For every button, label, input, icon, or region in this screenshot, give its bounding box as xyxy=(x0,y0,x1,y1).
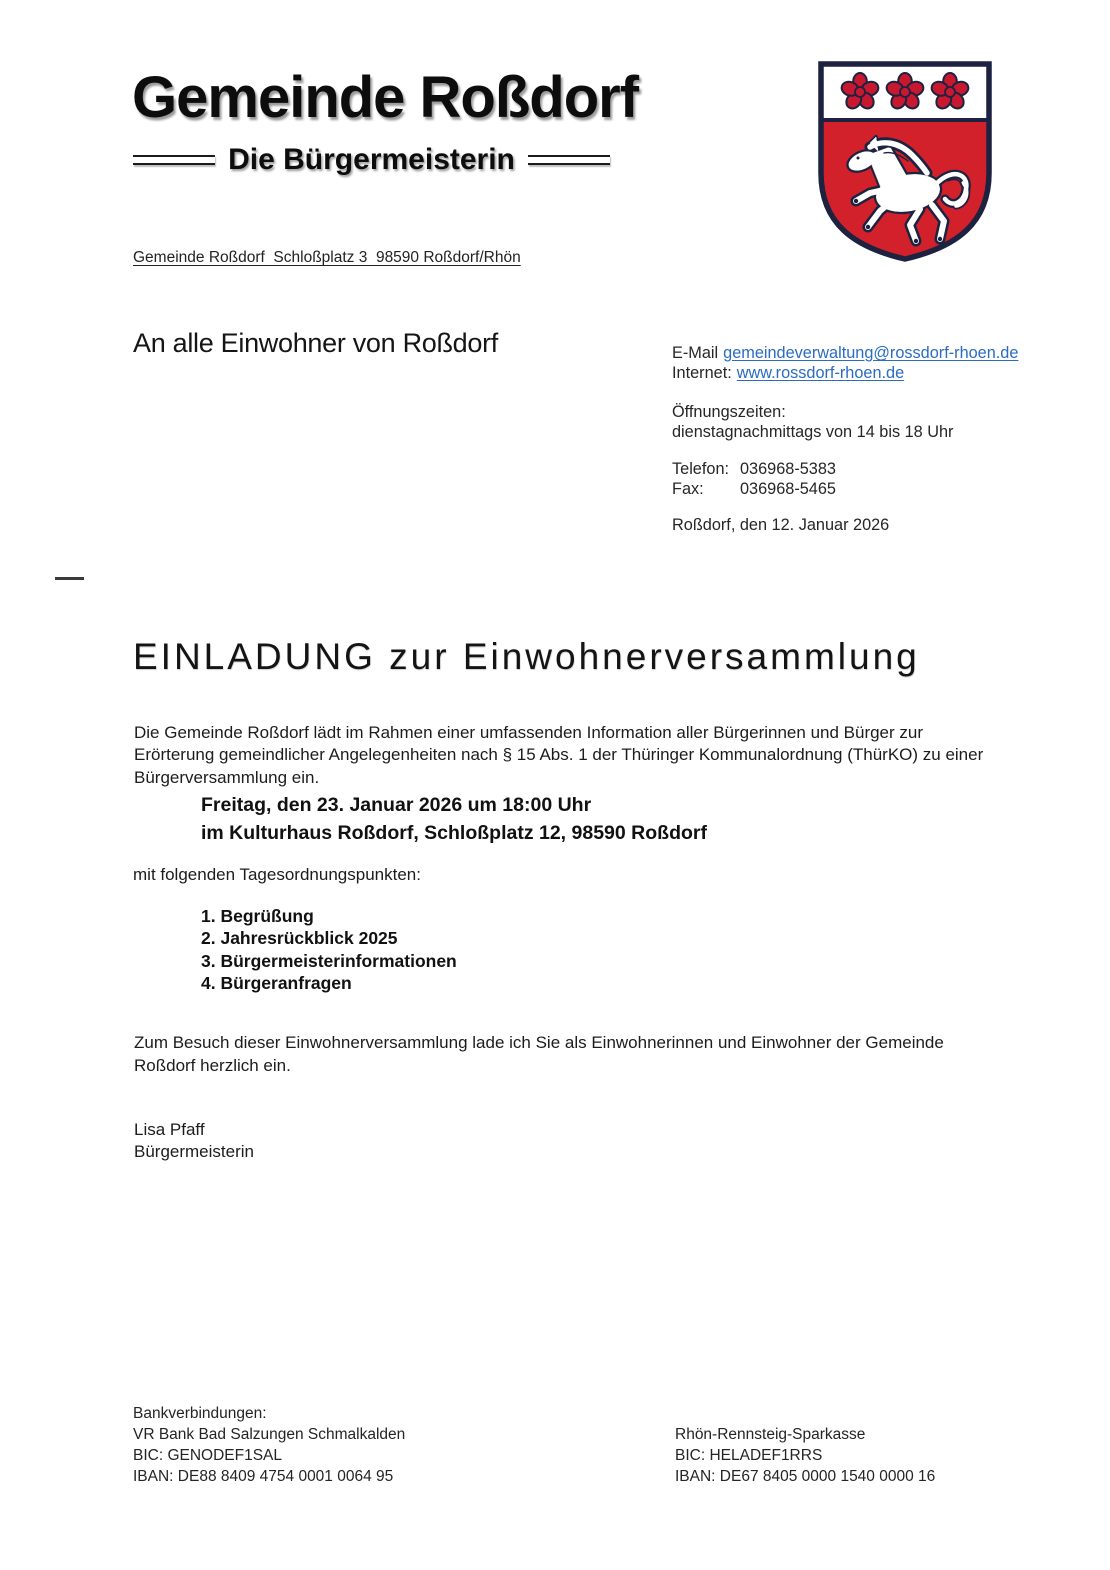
bank-heading: Bankverbindungen: xyxy=(133,1405,267,1422)
contact-block xyxy=(672,343,1018,535)
dateline: Roßdorf, den 12. Januar 2026 xyxy=(672,516,890,534)
agenda-item: 1. Begrüßung xyxy=(201,906,314,926)
page-title: Gemeinde Roßdorf xyxy=(132,65,639,130)
internet-row xyxy=(672,363,1018,383)
event-details xyxy=(201,791,707,847)
hours-label: Öffnungszeiten: xyxy=(672,403,786,421)
fax-label: Fax: xyxy=(672,480,704,498)
phone-row xyxy=(672,459,1018,479)
fax-number: 036968-5465 xyxy=(740,480,836,498)
email-label: E-Mail xyxy=(672,344,719,362)
agenda-intro: mit folgenden Tagesordnungspunkten: xyxy=(133,865,421,884)
spacer xyxy=(672,383,1018,402)
signature-role: Bürgermeisterin xyxy=(134,1142,254,1161)
double-rule-left xyxy=(133,155,215,165)
agenda-list xyxy=(201,905,457,995)
bank-iban: IBAN: DE67 8405 0000 1540 0000 16 xyxy=(675,1468,936,1485)
agenda-item: 3. Bürgermeisterinformationen xyxy=(201,950,457,971)
subtitle-row xyxy=(133,143,610,177)
sender-address-line: Gemeinde Roßdorf Schloßplatz 3 98590 Roßdorf/Rhön xyxy=(133,249,521,266)
bank-details-left xyxy=(133,1403,405,1487)
bank-iban: IBAN: DE88 8409 4754 0001 0064 95 xyxy=(133,1468,394,1485)
agenda-item: 2. Jahresrückblick 2025 xyxy=(201,928,398,949)
signature-name: Lisa Pfaff xyxy=(134,1120,205,1139)
spacer xyxy=(672,442,1018,459)
intro-paragraph: Die Gemeinde Roßdorf lädt im Rahmen einer umfassenden Information aller Bürgerinnen und Bürger zur Erörterung gemeindlicher Angelegenheiten nach § 15 Abs. 1 der Thüringer Kommunalordnung (ThürKO) zu einer Bürgerversammlung ein. xyxy=(134,723,984,787)
hours-value: dienstagnachmittags von 14 bis 18 Uhr xyxy=(672,423,954,441)
internet-label: Internet: xyxy=(672,364,732,382)
bank-bic: BIC: HELADEF1RRS xyxy=(675,1447,823,1464)
fax-row xyxy=(672,479,1018,499)
recipient-line: An alle Einwohner von Roßdorf xyxy=(133,328,499,358)
closing-paragraph: Zum Besuch dieser Einwohnerversammlung lade ich Sie als Einwohnerinnen und Einwohner der Gemeinde Roßdorf herzlich ein. xyxy=(134,1033,944,1075)
bank-details-right xyxy=(675,1424,935,1487)
municipal-coat-of-arms-icon xyxy=(812,55,998,267)
phone-label: Telefon: xyxy=(672,460,730,478)
double-rule-right xyxy=(528,155,610,165)
signature-block xyxy=(134,1119,254,1163)
agenda-item: 4. Bürgeranfragen xyxy=(201,973,352,994)
bank-name: Rhön-Rennsteig-Sparkasse xyxy=(675,1426,866,1443)
website-link[interactable]: www.rossdorf-rhoen.de xyxy=(736,364,905,382)
email-row xyxy=(672,343,1018,363)
event-location: im Kulturhaus Roßdorf, Schloßplatz 12, 98590 Roßdorf xyxy=(201,822,707,844)
event-date-time: Freitag, den 23. Januar 2026 um 18:00 Uhr xyxy=(201,794,592,816)
spacer xyxy=(672,499,1018,515)
fold-mark xyxy=(55,577,84,580)
phone-number: 036968-5383 xyxy=(740,460,836,478)
bank-name: VR Bank Bad Salzungen Schmalkalden xyxy=(133,1426,406,1443)
subtitle: Die Bürgermeisterin xyxy=(228,143,515,176)
letter-heading: EINLADUNG zur Einwohnerversammlung xyxy=(133,636,920,677)
bank-bic: BIC: GENODEF1SAL xyxy=(133,1447,283,1464)
chief-separator xyxy=(821,118,989,122)
email-link[interactable]: gemeindeverwaltung@rossdorf-rhoen.de xyxy=(723,344,1019,362)
